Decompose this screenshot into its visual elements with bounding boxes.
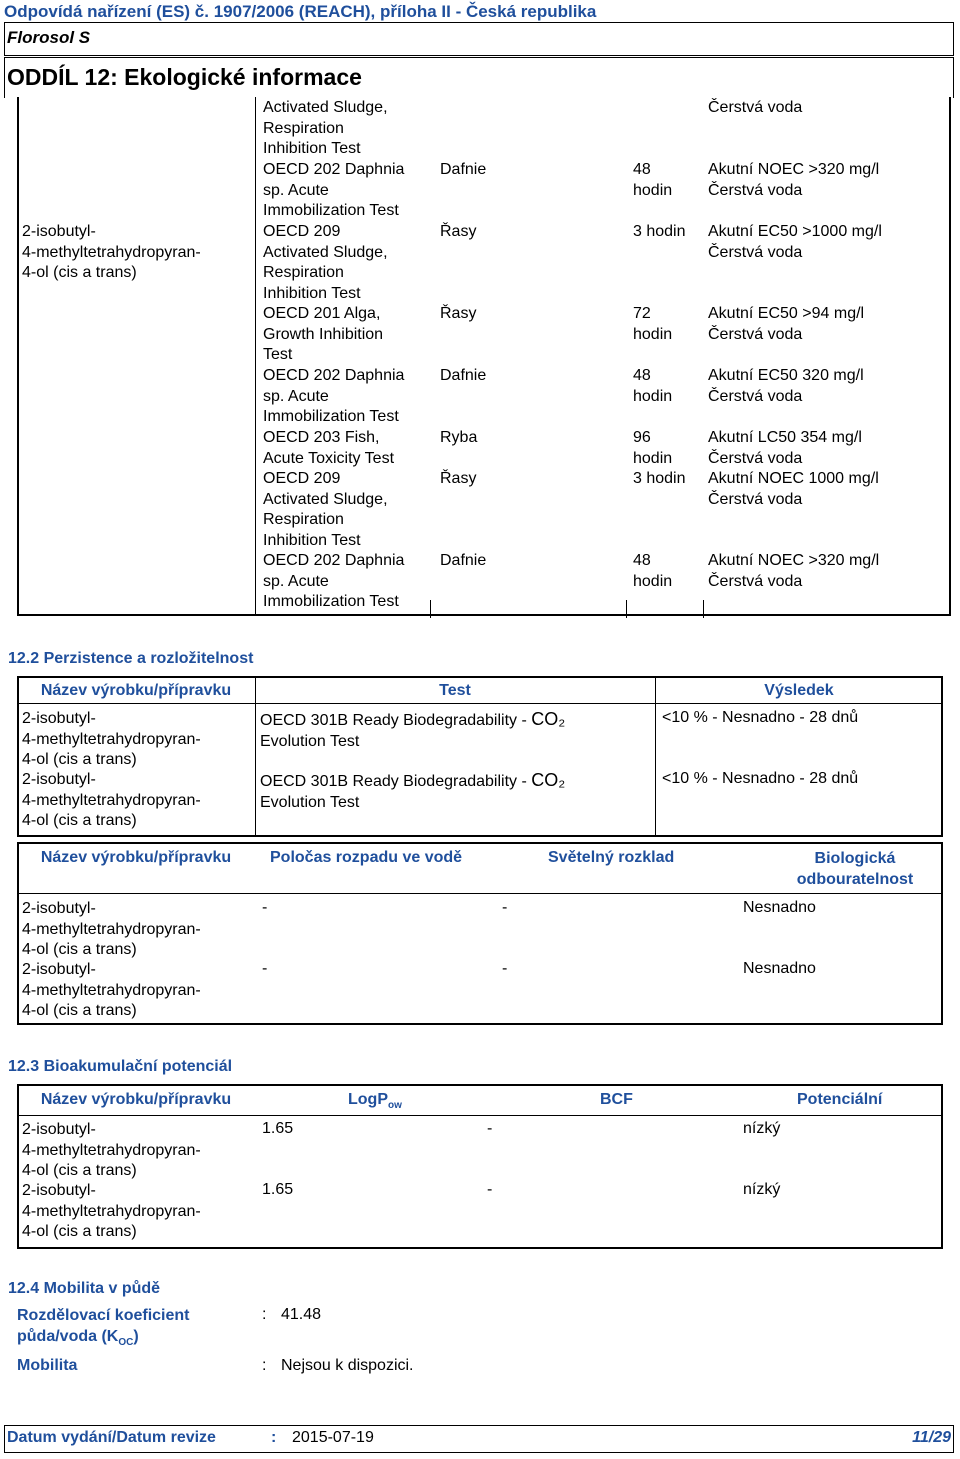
th3-bcf: BCF [600,1091,633,1108]
th2-half: Poločas rozpadu ve vodě [270,849,463,866]
section-12-3-title: 12.3 Bioakumulační potenciál [8,1058,233,1075]
product-box [4,22,954,56]
footer-colon: : [271,1429,277,1446]
tox-row-3-test: OECD 201 Alga, Growth Inhibition Test [263,305,384,363]
footer-label: Datum vydání/Datum revize [7,1429,216,1446]
tox-row-5-species: Ryba [440,429,478,446]
s122b-row1-name: 2-isobutyl- 4-methyltetrahydropyran- 4-ol (cis a trans) [22,900,201,958]
tox-row-1-result: Akutní NOEC >320 mg/l Čerstvá voda [708,161,880,199]
mobility-colon: : [262,1357,267,1374]
tox-row-7-species: Dafnie [440,552,487,569]
th3-logp: LogP$_{ow}$ [348,1091,402,1112]
tox-row-2-time: 3 hodin [633,223,686,240]
tox-row-7-test: OECD 202 Daphnia sp. Acute Immobilization Test [263,552,405,610]
koc-value: 41.48 [281,1306,322,1323]
tox-row-3-result: Akutní EC50 >94 mg/l Čerstvá voda [708,305,865,343]
tox-row-2-species: Řasy [440,223,477,240]
page-number: 11/29 [912,1429,951,1446]
tox-row-6-test: OECD 209 Activated Sludge, Respiration Inhibition Test [263,470,388,549]
s122b-row2-bio: Nesnadno [743,960,816,977]
th2-photo: Světelný rozklad [548,849,675,866]
tox-row-1-test: OECD 202 Daphnia sp. Acute Immobilization Test [263,161,405,219]
s122-row1-result: <10 % - Nesnadno - 28 dnů [662,709,859,726]
s123-row2-name: 2-isobutyl- 4-methyltetrahydropyran- 4-ol (cis a trans) [22,1182,201,1240]
tox-row-4-test: OECD 202 Daphnia sp. Acute Immobilization Test [263,367,405,425]
tox-row-6-time: 3 hodin [633,470,686,487]
th-test: Test [439,682,471,699]
th-name: Název výrobku/přípravku [40,682,232,699]
tox-substance: 2-isobutyl- 4-methyltetrahydropyran- 4-ol (cis a trans) [22,223,201,281]
koc-colon: : [262,1306,267,1323]
tox-row-3-species: Řasy [440,305,477,322]
s122-row1-test: OECD 301B Ready Biodegradability - CO₂ Evolution Test [260,709,566,750]
tox-row-1-time: 48 hodin [633,161,673,199]
th-result: Výsledek [764,682,834,699]
s122b-row1-half: - [262,899,268,916]
s123-row1-logp: 1.65 [262,1120,294,1137]
regulation-header: Odpovídá nařízení (ES) č. 1907/2006 (REACH), příloha II - Česká republika [4,2,597,21]
tox-row-7-time: 48 hodin [633,552,673,590]
s122b-row2-name: 2-isobutyl- 4-methyltetrahydropyran- 4-ol (cis a trans) [22,961,201,1019]
footer-date: 2015-07-19 [292,1429,374,1446]
tox-row-4-time: 48 hodin [633,367,673,405]
tox-row-6-species: Řasy [440,470,477,487]
s122b-row2-half: - [262,960,268,977]
tox-row-2-test: OECD 209 Activated Sludge, Respiration Inhibition Test [263,223,388,302]
tox-row-0-result: Čerstvá voda [708,99,803,116]
s122b-row1-photo: - [502,899,508,916]
th2-bio: Biologická odbouratelnost [796,850,914,888]
th3-name: Název výrobku/přípravku [40,1091,232,1108]
s122b-row1-bio: Nesnadno [743,899,816,916]
tox-row-5-result: Akutní LC50 354 mg/l Čerstvá voda [708,429,862,467]
tox-row-5-test: OECD 203 Fish, Acute Toxicity Test [263,429,395,467]
s123-row1-pot: nízký [743,1120,781,1137]
footer-box [4,1425,954,1453]
s123-row1-name: 2-isobutyl- 4-methyltetrahydropyran- 4-ol (cis a trans) [22,1121,201,1179]
tox-row-2-result: Akutní EC50 >1000 mg/l Čerstvá voda [708,223,882,261]
tox-row-1-species: Dafnie [440,161,487,178]
section-title: ODDÍL 12: Ekologické informace [7,64,362,90]
section-12-2-title: 12.2 Perzistence a rozložitelnost [8,650,254,667]
s122b-row2-photo: - [502,960,508,977]
s122-row1-name: 2-isobutyl- 4-methyltetrahydropyran- 4-ol (cis a trans) [22,710,201,768]
s122-row2-result: <10 % - Nesnadno - 28 dnů [662,770,859,787]
s123-row1-bcf: - [487,1120,493,1137]
s123-row2-logp: 1.65 [262,1181,294,1198]
section-12-4-title: 12.4 Mobilita v půdě [8,1280,161,1297]
koc-label: Rozdělovací koeficient půda/voda $(K_{OC})$ [17,1307,190,1348]
product-name: Florosol S [7,28,91,47]
tox-row-4-species: Dafnie [440,367,487,384]
tox-row-4-result: Akutní EC50 320 mg/l Čerstvá voda [708,367,864,405]
tox-row-6-result: Akutní NOEC 1000 mg/l Čerstvá voda [708,470,879,508]
s123-row2-bcf: - [487,1181,493,1198]
mobility-label: Mobilita [17,1357,78,1374]
mobility-value: Nejsou k dispozici. [281,1357,414,1374]
s122-row2-test: OECD 301B Ready Biodegradability - CO₂ Evolution Test [260,770,566,811]
th3-pot: Potenciální [797,1091,883,1108]
tox-row-3-time: 72 hodin [633,305,673,343]
tox-row-7-result: Akutní NOEC >320 mg/l Čerstvá voda [708,552,880,590]
section-box [4,57,954,98]
th2-name: Název výrobku/přípravku [40,849,232,866]
tox-row-0-test: Activated Sludge, Respiration Inhibition Test [263,99,388,157]
tox-row-5-time: 96 hodin [633,429,673,467]
s122-row2-name: 2-isobutyl- 4-methyltetrahydropyran- 4-ol (cis a trans) [22,771,201,829]
s123-row2-pot: nízký [743,1181,781,1198]
